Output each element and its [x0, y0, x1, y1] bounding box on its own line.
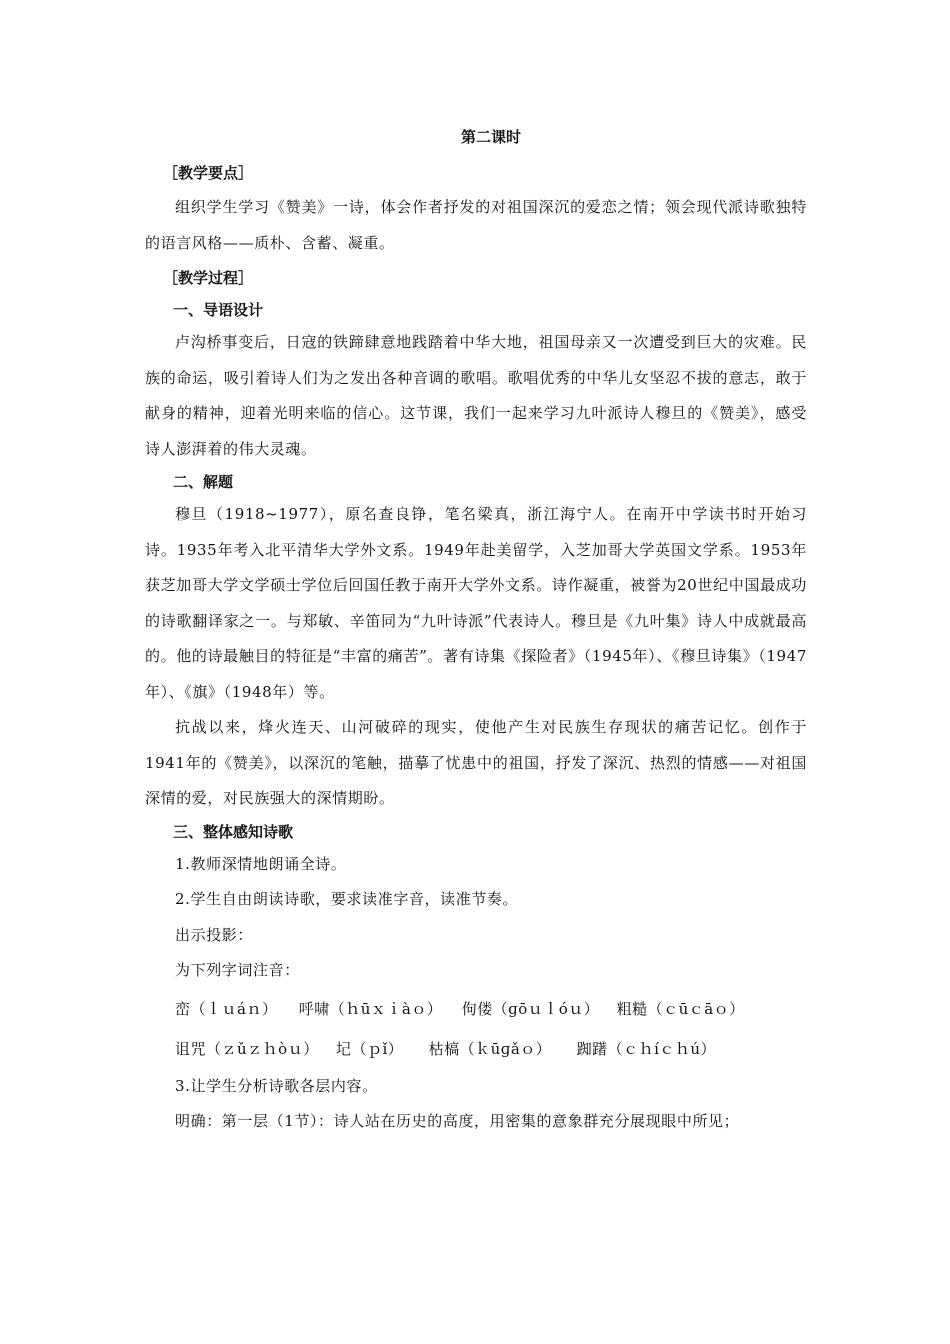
- pinyin-item: 佝偻（ɡōｕｌóｕ）: [461, 999, 600, 1018]
- step-3: 3.让学生分析诗歌各层内容。: [175, 1076, 378, 1095]
- section2-text-1: 穆旦（1918~1977），原名查良铮，笔名梁真，浙江海宁人。在南开中学读书时开始习诗。1935年考入北平清华大学外文系。1949年赴美留学，入芝加哥大学英国文学系。1953年获芝加哥大学文学硕士学位后回国任教于南开大学外文系。诗作凝重，被誉为20世纪中国最成功的诗歌翻译家之一。与郑敏、辛笛同为“九叶诗派”代表诗人。穆旦是《九叶集》诗人中成就最高的。他的诗最触目的特征是“丰富的痛苦”。著有诗集《探险者》（1945年）、《穆旦诗集》（1947年）、《旗》（1948年）等。: [145, 505, 807, 701]
- pinyin-item: 踟躇（ｃｈíｃｈú）: [576, 1039, 717, 1058]
- key-points-heading: ［教学要点］: [163, 164, 254, 182]
- pinyin-item: 诅咒（ｚǔｚｈòｕ）: [175, 1039, 319, 1058]
- pinyin-row-1: [145, 989, 807, 1029]
- key-points-text: 组织学生学习《赞美》一诗，体会作者抒发的对祖国深沉的爱恋之情；领会现代派诗歌独特的语言风格——质朴、含蓄、凝重。: [145, 198, 807, 252]
- answer-text: 明确：第一层（1节）：诗人站在历史的高度，用密集的意象群充分展现眼中所见；: [175, 1112, 740, 1130]
- section2-heading: 二、解题: [173, 473, 234, 491]
- pinyin-row-2: [145, 1029, 807, 1069]
- pinyin-item: 峦（ｌｕáｎ）: [175, 999, 278, 1018]
- section3-heading: 三、整体感知诗歌: [173, 822, 294, 841]
- projection-label: 出示投影：: [175, 925, 254, 944]
- pinyin-item: 枯槁（ｋūɡǎｏ）: [428, 1039, 552, 1058]
- process-heading: ［教学过程］: [163, 269, 254, 287]
- step-1: 1.教师深情地朗诵全诗。: [175, 854, 347, 873]
- step-2: 2.学生自由朗读诗歌，要求读准字音，读准节奏。: [175, 890, 519, 908]
- section1-heading: 一、导语设计: [173, 301, 264, 319]
- document-page: [145, 118, 807, 1140]
- section1-text: 卢沟桥事变后，日寇的铁蹄肆意地践踏着中华大地，祖国母亲又一次遭受到巨大的灾难。民族的命运，吸引着诗人们为之发出各种音调的歌唱。歌唱优秀的中华儿女坚忍不拔的意志，敢于献身的精神，迎着光明来临的信心。这节课，我们一起来学习九叶派诗人穆旦的《赞美》，感受诗人澎湃着的伟大灵魂。: [145, 333, 807, 458]
- pinyin-item: 粗糙（ｃūｃāｏ）: [616, 999, 745, 1018]
- lesson-title: 第二课时: [460, 128, 521, 146]
- section2-text-2: 抗战以来，烽火连天、山河破碎的现实，使他产生对民族生存现状的痛苦记忆。创作于1941年的《赞美》，以深沉的笔触，描摹了忧患中的祖国，抒发了深沉、热烈的情感——对祖国深情的爱，对民族强大的深情期盼。: [145, 718, 807, 807]
- pinyin-item: 呼啸（ｈūｘｉàｏ）: [298, 999, 443, 1018]
- pinyin-item: 圮（ｐǐ）: [335, 1039, 404, 1058]
- pinyin-prompt: 为下列字词注音：: [175, 961, 300, 979]
